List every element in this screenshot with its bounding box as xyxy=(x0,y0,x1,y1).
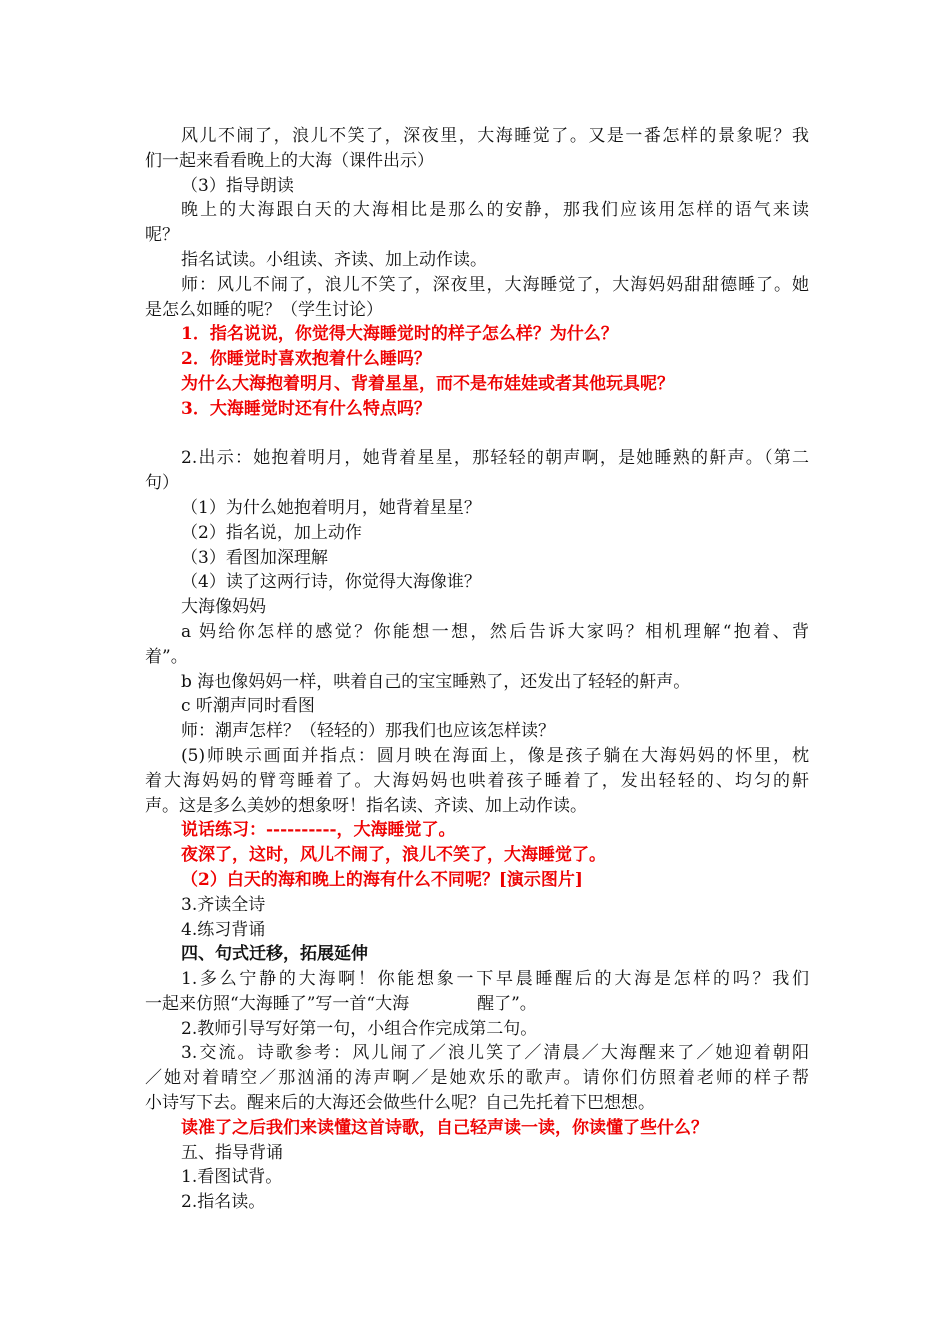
paragraph-line: 着大海妈妈的臂弯睡着了。大海妈妈也哄着孩子睡着了，发出轻轻的、均匀的鼾 xyxy=(145,770,809,791)
paragraph-line: 大海像妈妈 xyxy=(181,597,266,618)
highlighted-question: 2．你睡觉时喜欢抱着什么睡吗？ xyxy=(181,349,431,370)
paragraph-line: （4）读了这两行诗，你觉得大海像谁？ xyxy=(181,572,481,593)
blank-line xyxy=(145,422,809,447)
highlighted-exercise: 夜深了，这时，风儿不闹了，浪儿不笑了，大海睡觉了。 xyxy=(181,845,606,866)
paragraph-line: （2）指名说，加上动作 xyxy=(181,522,362,543)
paragraph-line: 3.交流。诗歌参考：风儿闹了／浪儿笑了／清晨／大海醒来了／她迎着朝阳 xyxy=(181,1043,809,1064)
highlighted-question: 3．大海睡觉时还有什么特点吗？ xyxy=(181,398,431,419)
paragraph-line: 2.教师引导写好第一句，小组合作完成第二句。 xyxy=(181,1018,538,1039)
paragraph-line: 风儿不闹了，浪儿不笑了，深夜里，大海睡觉了。又是一番怎样的景象呢？我 xyxy=(181,126,809,146)
paragraph-line: 晚上的大海跟白天的大海相比是那么的安静，那我们应该用怎样的语气来读 xyxy=(181,200,809,221)
paragraph-line: 声。这是多么美妙的想象呀！指名读、齐读、加上动作读。 xyxy=(145,795,587,816)
highlighted-question: 读准了之后我们来读懂这首诗歌，自己轻声读一读，你读懂了些什么？ xyxy=(181,1117,708,1138)
paragraph-line: （1）为什么她抱着明月，她背着星星？ xyxy=(181,497,481,518)
paragraph-line: 1.多么宁静的大海啊！你能想象一下早晨睡醒后的大海是怎样的吗？我们 xyxy=(181,969,809,990)
paragraph-line: 师：风儿不闹了，浪儿不笑了，深夜里，大海睡觉了，大海妈妈甜甜德睡了。她 xyxy=(181,274,809,295)
paragraph-line: 着”。 xyxy=(145,646,188,667)
paragraph-line: 1.看图试背。 xyxy=(181,1167,283,1188)
paragraph-line: 3.齐读全诗 xyxy=(181,894,266,915)
paragraph-line: 一起来仿照“大海睡了”写一首“大海 醒了”。 xyxy=(145,993,537,1014)
highlighted-question: 1．指名说说，你觉得大海睡觉时的样子怎么样？为什么？ xyxy=(181,324,618,345)
paragraph-line: ／她对着晴空／那汹涌的涛声啊／是她欢乐的歌声。请你们仿照着老师的样子帮 xyxy=(145,1068,809,1089)
paragraph-line: a 妈给你怎样的感觉？你能想一想，然后告诉大家吗？相机理解“抱着、背 xyxy=(181,621,809,642)
section-heading: 五、指导背诵 xyxy=(181,1142,283,1163)
paragraph-line: 2.指名读。 xyxy=(181,1192,266,1213)
paragraph-line: （3）指导朗读 xyxy=(181,175,294,196)
highlighted-question: （2）白天的海和晚上的海有什么不同呢？[演示图片] xyxy=(181,869,583,890)
section-heading: 四、句式迁移，拓展延伸 xyxy=(181,944,368,965)
paragraph-line: 是怎么如睡的呢？（学生讨论） xyxy=(145,299,383,320)
paragraph-line: (5)师映示画面并指点：圆月映在海面上，像是孩子躺在大海妈妈的怀里，枕 xyxy=(181,745,809,766)
paragraph-line: （3）看图加深理解 xyxy=(181,547,328,568)
paragraph-line: 师：潮声怎样？（轻轻的）那我们也应该怎样读？ xyxy=(181,721,555,742)
paragraph-line: 们一起来看看晚上的大海（课件出示） xyxy=(145,150,434,171)
highlighted-question: 为什么大海抱着明月、背着星星，而不是布娃娃或者其他玩具呢？ xyxy=(181,373,674,394)
paragraph-line: 呢？ xyxy=(145,225,179,246)
paragraph-line: 指名试读。小组读、齐读、加上动作读。 xyxy=(181,249,487,270)
paragraph-line: c 听潮声同时看图 xyxy=(181,696,315,717)
paragraph-line: 句） xyxy=(145,473,179,494)
paragraph-line: 小诗写下去。醒来后的大海还会做些什么呢？自己先托着下巴想想。 xyxy=(145,1093,655,1114)
paragraph-line: b 海也像妈妈一样，哄着自己的宝宝睡熟了，还发出了轻轻的鼾声。 xyxy=(181,671,691,692)
highlighted-exercise: 说话练习：----------，大海睡觉了。 xyxy=(181,820,456,841)
paragraph-line: 4.练习背诵 xyxy=(181,919,266,940)
paragraph-line: 2.出示：她抱着明月，她背着星星，那轻轻的朝声啊，是她睡熟的鼾声。（第二 xyxy=(181,448,809,469)
document-page xyxy=(145,124,809,1215)
